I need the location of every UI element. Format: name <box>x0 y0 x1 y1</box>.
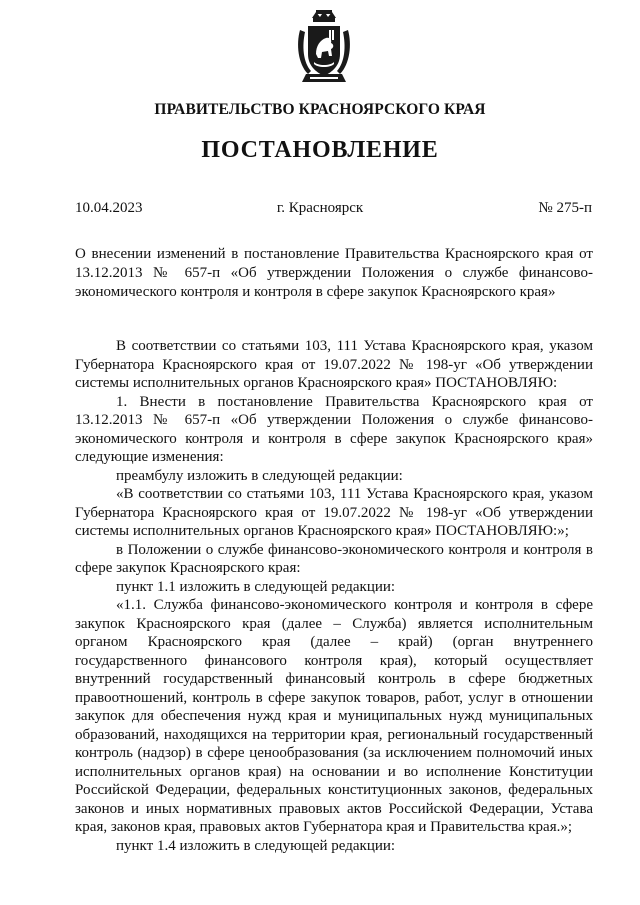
document-date: 10.04.2023 <box>75 200 143 216</box>
document-subject: О внесении изменений в постановление Правительства Красноярского края от 13.12.2013 № 657-п «Об утверждении Положения о службе финансово-экономического контроля и контроля в сфере закупок Красноярского края» <box>75 246 593 300</box>
body-paragraph: в Положении о службе финансово-экономического контроля и контроля в сфере закупок Красноярского края: <box>75 541 593 576</box>
body-paragraph: пункт 1.4 изложить в следующей редакции: <box>116 837 396 854</box>
body-paragraph: «1.1. Служба финансово-экономического контроля и контроля в сфере закупок Красноярского края (далее – Служба) является исполнительным органом Красноярского края (далее – край) (орган внутреннего государственного финансового контроля края), который осуществляет внутренний государственный финансовый контроль в сфере бюджетных правоотношений, контроль в сфере закупок товаров, работ, услуг в отношении закупок для обеспечения нужд края и муниципальных нужд муниципальных образований, находящихся на территории края, региональный государственный контроль (надзор) в сфере ценообразования (за исключением полномочий иных исполнительных органов края) на основании и во исполнение Конституции Российской Федерации, федеральных конституционных законов, федеральных законов и иных нормативных правовых актов Российской Федерации, Устава края, законов края, правовых актов Губернатора края и Правительства края.»; <box>75 597 593 835</box>
document-number: № 275-п <box>538 200 592 216</box>
body-paragraph: «В соответствии со статьями 103, 111 Устава Красноярского края, указом Губернатора Красноярского края от 19.07.2022 № 198-уг «Об утверждении системы исполнительных органов Красноярского края» ПОСТАНОВЛЯЮ:»; <box>75 486 593 539</box>
coat-of-arms-icon <box>296 8 352 84</box>
body-paragraph: 1. Внести в постановление Правительства Красноярского края от 13.12.2013 № 657-п «Об утверждении Положения о службе финансово-экономического контроля и контроля в сфере закупок Красноярского края» следующие изменения: <box>75 393 593 465</box>
body-paragraph: пункт 1.1 изложить в следующей редакции: <box>116 578 396 595</box>
body-paragraph: В соответствии со статьями 103, 111 Устава Красноярского края, указом Губернатора Красноярского края от 19.07.2022 № 198-уг «Об утверждении системы исполнительных органов Красноярского края» ПОСТАНОВЛЯЮ: <box>75 338 593 391</box>
document-type: ПОСТАНОВЛЕНИЕ <box>201 137 439 163</box>
organization-name: ПРАВИТЕЛЬСТВО КРАСНОЯРСКОГО КРАЯ <box>154 101 486 118</box>
document-city: г. Красноярск <box>276 200 364 216</box>
body-paragraph: преамбулу изложить в следующей редакции: <box>116 467 403 484</box>
document-body <box>75 337 593 855</box>
